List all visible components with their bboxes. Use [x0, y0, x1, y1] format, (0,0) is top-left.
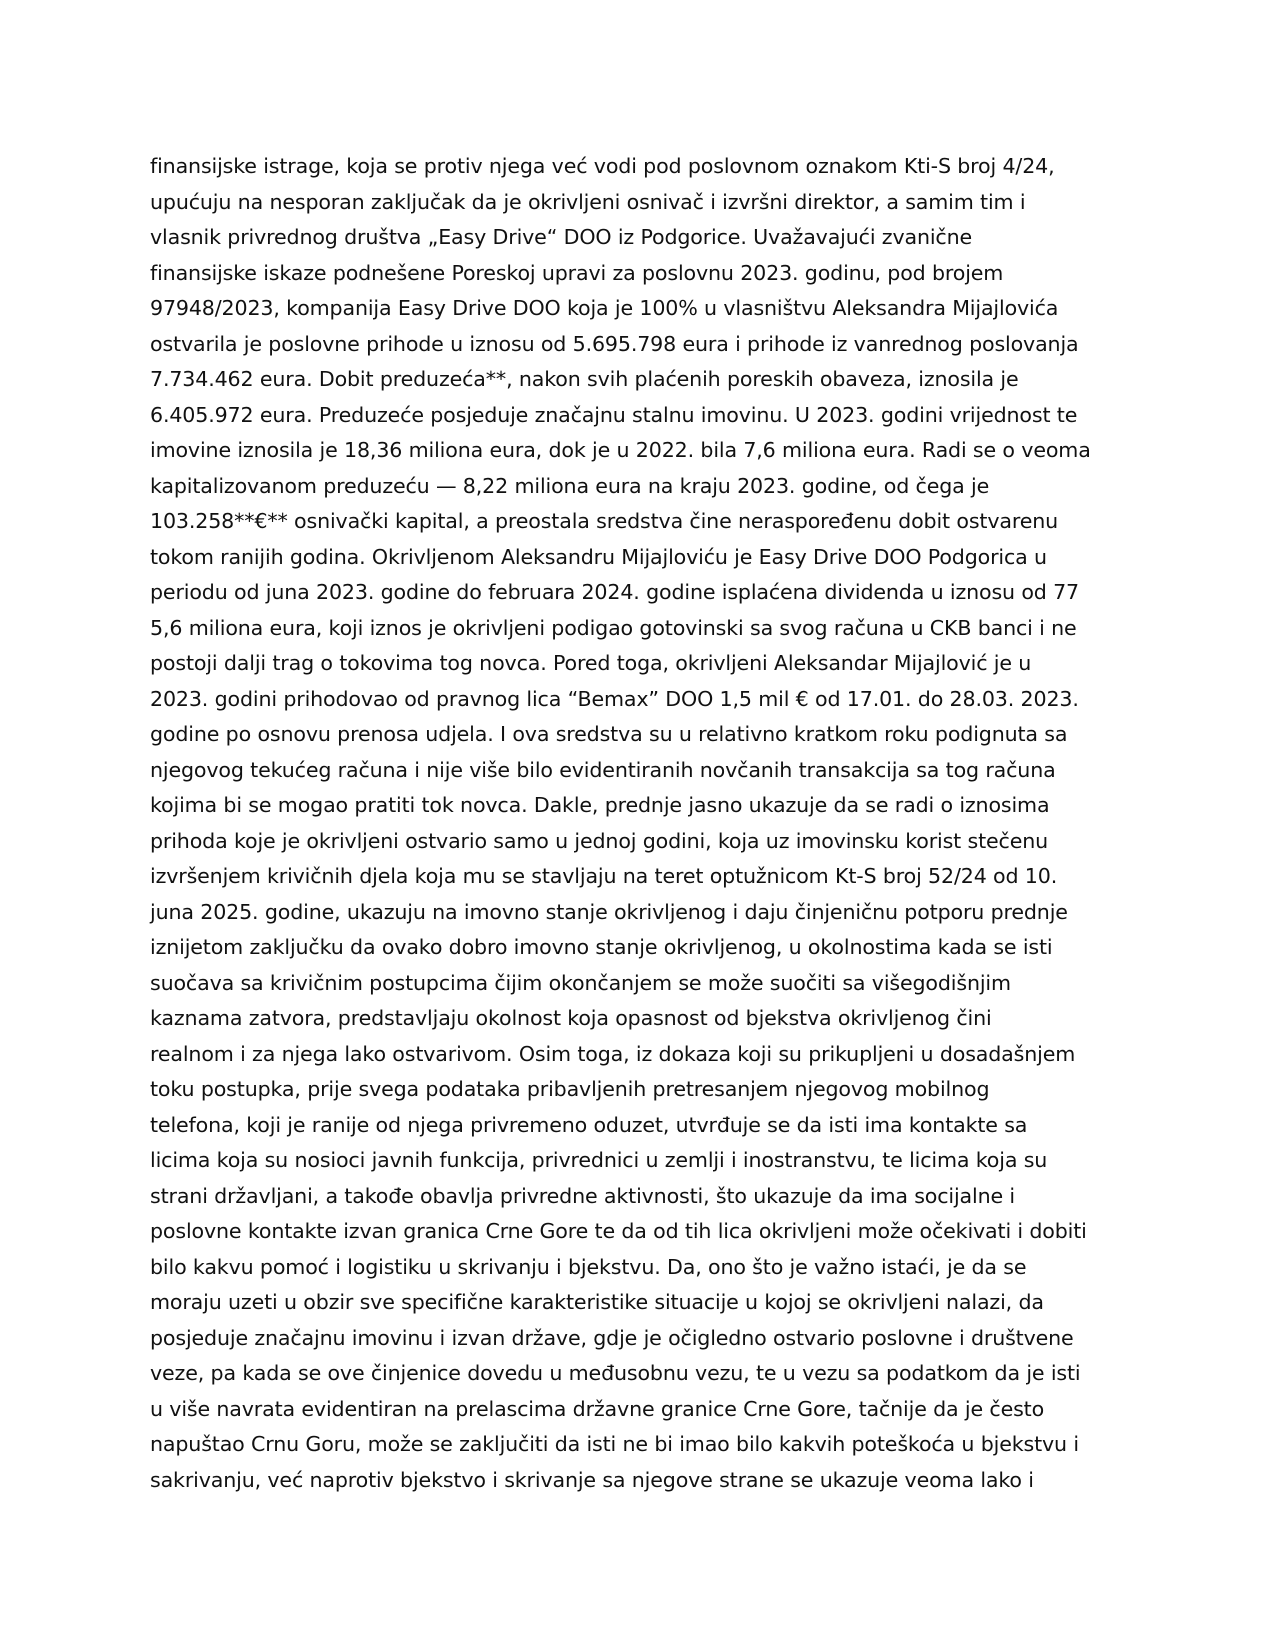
text-line: sakrivanju, već naprotiv bjekstvo i skrivanje sa njegove strane se ukazuje veoma lako i	[150, 1467, 1034, 1492]
text-line: kaznama zatvora, predstavljaju okolnost koja opasnost od bjekstva okrivljenog čini	[150, 1006, 992, 1030]
text-line: bilo kakvu pomoć i logistiku u skrivanju i bjekstvu. Da, ono što je važno istaći, je da se	[150, 1254, 1027, 1279]
text-line: suočava sa krivičnim postupcima čijim okončanjem se može suočiti sa višegodišnjim	[150, 970, 1011, 995]
text-line: strani državljani, a takođe obavlja privredne aktivnosti, što ukazuje da ima socijalne i	[150, 1183, 1015, 1208]
text-line: ostvarila je poslovne prihode u iznosu od 5.695.798 eura i prihode iz vanrednog poslovanja	[150, 331, 1079, 356]
text-line: finansijske istrage, koja se protiv njega već vodi pod poslovnom oznakom Kti-S broj 4/24,	[150, 154, 1055, 178]
text-line: 6.405.972 eura. Preduzeće posjeduje značajnu stalnu imovinu. U 2023. godini vrijednost te	[150, 402, 1078, 427]
text-line: periodu od juna 2023. godine do februara 2024. godine isplaćena dividenda u iznosu od 77	[150, 580, 1080, 604]
text-line: kapitalizovanom preduzeću — 8,22 miliona eura na kraju 2023. godine, od čega je	[150, 473, 990, 498]
text-line: tokom ranijih godina. Okrivljenom Aleksandru Mijajloviću je Easy Drive DOO Podgorica u	[150, 544, 1047, 569]
text-line: postoji dalji trag o tokovima tog novca. Pored toga, okrivljeni Aleksandar Mijajlović je u	[150, 651, 1032, 675]
text-line: realnom i za njega lako ostvarivom. Osim toga, iz dokaza koji su prikupljeni u dosadašnjem	[150, 1041, 1076, 1066]
text-line: telefona, koji je ranije od njega privremeno oduzet, utvrđuje se da isti ima kontakte sa	[150, 1112, 1028, 1137]
text-line: posjeduje značajnu imovinu i izvan države, gdje je očigledno ostvario poslovne i društvene	[150, 1325, 1074, 1350]
text-line: imovine iznosila je 18,36 miliona eura, dok je u 2022. bila 7,6 miliona eura. Radi se o veoma	[150, 438, 1091, 462]
text-line: 97948/2023, kompanija Easy Drive DOO koja je 100% u vlasništvu Aleksandra Mijajlovića	[150, 296, 1059, 320]
text-line: poslovne kontakte izvan granica Crne Gore te da od tih lica okrivljeni može očekivati i dobiti	[150, 1219, 1087, 1243]
text-line: u više navrata evidentiran na prelascima državne granice Crne Gore, tačnije da je često	[150, 1396, 1045, 1421]
text-line: moraju uzeti u obzir sve specifične karakteristike situacije u kojoj se okrivljeni nalazi, da	[150, 1290, 1044, 1314]
text-line: finansijske iskaze podnešene Poreskoj upravi za poslovnu 2023. godinu, pod brojem	[150, 260, 1004, 285]
text-line: 7.734.462 eura. Dobit preduzeća**, nakon svih plaćenih poreskih obaveza, iznosila je	[150, 367, 1019, 391]
text-line: prihoda koje je okrivljeni ostvario samo u jednoj godini, koja uz imovinsku korist stečenu	[150, 828, 1049, 853]
text-line: kojima bi se mogao pratiti tok novca. Dakle, prednje jasno ukazuje da se radi o iznosima	[150, 793, 1050, 817]
text-line: toku postupka, prije svega podataka pribavljenih pretresanjem njegovog mobilnog	[150, 1077, 990, 1101]
text-line: njegovog tekućeg računa i nije više bilo evidentiranih novčanih transakcija sa tog računa	[150, 757, 1056, 782]
text-line: juna 2025. godine, ukazuju na imovno stanje okrivljenog i daju činjeničnu potporu prednje	[150, 899, 1068, 924]
text-line: veze, pa kada se ove činjenice dovedu u međusobnu vezu, te u vezu sa podatkom da je isti	[150, 1361, 1081, 1385]
text-line: 5,6 miliona eura, koji iznos je okrivljeni podigao gotovinski sa svog računa u CKB banci i ne	[150, 615, 1077, 640]
text-line: licima koja su nosioci javnih funkcija, privrednici u zemlji i inostranstvu, te licima koja su	[150, 1148, 1048, 1172]
text-line: upućuju na nesporan zaključak da je okrivljeni osnivač i izvršni direktor, a samim tim i	[150, 189, 1026, 214]
text-line: izvršenjem krivičnih djela koja mu se stavljaju na teret optužnicom Kt-S broj 52/24 od 10.	[150, 864, 1058, 888]
text-line: godine po osnovu prenosa udjela. I ova sredstva su u relativno kratkom roku podignuta sa	[150, 722, 1068, 746]
body-text	[150, 149, 1140, 1498]
text-line: vlasnik privrednog društva „Easy Drive“ DOO iz Podgorice. Uvažavajući zvanične	[150, 225, 973, 249]
text-line: napuštao Crnu Goru, može se zaključiti da isti ne bi imao bilo kakvih poteškoća u bjekstvu i	[150, 1432, 1079, 1456]
text-line: 2023. godini prihodovao od pravnog lica “Bemax” DOO 1,5 mil € od 17.01. do 28.03. 2023.	[150, 686, 1079, 711]
text-line: iznijetom zaključku da ovako dobro imovno stanje okrivljenog, u okolnostima kada se isti	[150, 935, 1053, 959]
text-line: 103.258**€** osnivački kapital, a preostala sredstva čine neraspoređenu dobit ostvarenu	[150, 509, 1059, 533]
